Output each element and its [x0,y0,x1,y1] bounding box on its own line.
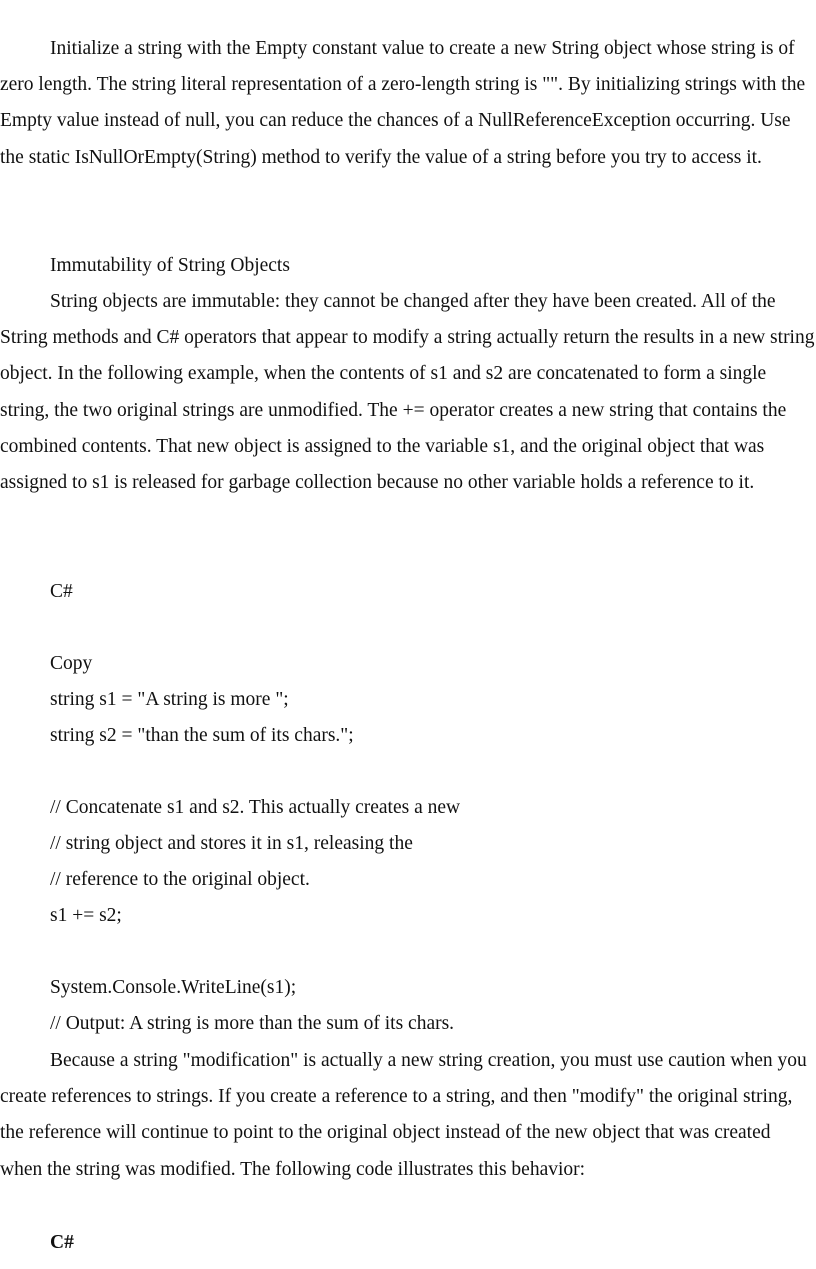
code-line: // reference to the original object. [50,869,310,890]
section-heading: Immutability of String Objects [50,255,290,276]
code-line: string s1 = "A string is more "; [50,689,289,710]
code-language-label: C# [50,581,73,602]
copy-button[interactable]: Copy [50,653,93,674]
immutability-paragraph: String objects are immutable: they cannot be changed after they have been created. All of the String methods and C# operators that appear to modify a string actually return the results in a new string object. In the following example, when the contents of s1 and s2 are concatenated to form a single string, the two original strings are unmodified. The += operator creates a new string that contains the combined contents. That new object is assigned to the variable s1, and the original object that was assigned to s1 is released for garbage collection because no other variable holds a reference to it. [0,291,815,494]
code-line: // Output: A string is more than the sum of its chars. [50,1013,455,1034]
intro-paragraph: Initialize a string with the Empty constant value to create a new String object whose string is of zero length. The string literal representation of a zero-length string is "". By initializing strings with the Empty value instead of null, you can reduce the chances of a NullReferenceException occurring. Use the static IsNullOrEmpty(String) method to verify the value of a string before you try to access it. [0,38,806,168]
code-block-2-language-label: C# [50,1232,74,1253]
code-line: // string object and stores it in s1, releasing the [50,833,413,854]
code-line: System.Console.WriteLine(s1); [50,977,297,998]
code-line: s1 += s2; [50,905,122,926]
code-line: // Concatenate s1 and s2. This actually creates a new [50,797,461,818]
modification-paragraph: Because a string "modification" is actually a new string creation, you must use caution when you create references to strings. If you create a reference to a string, and then "modify" the original string, the reference will continue to point to the original object instead of the new object that was created when the string was modified. The following code illustrates this behavior: [0,1050,807,1180]
code-line: string s2 = "than the sum of its chars."; [50,725,354,746]
